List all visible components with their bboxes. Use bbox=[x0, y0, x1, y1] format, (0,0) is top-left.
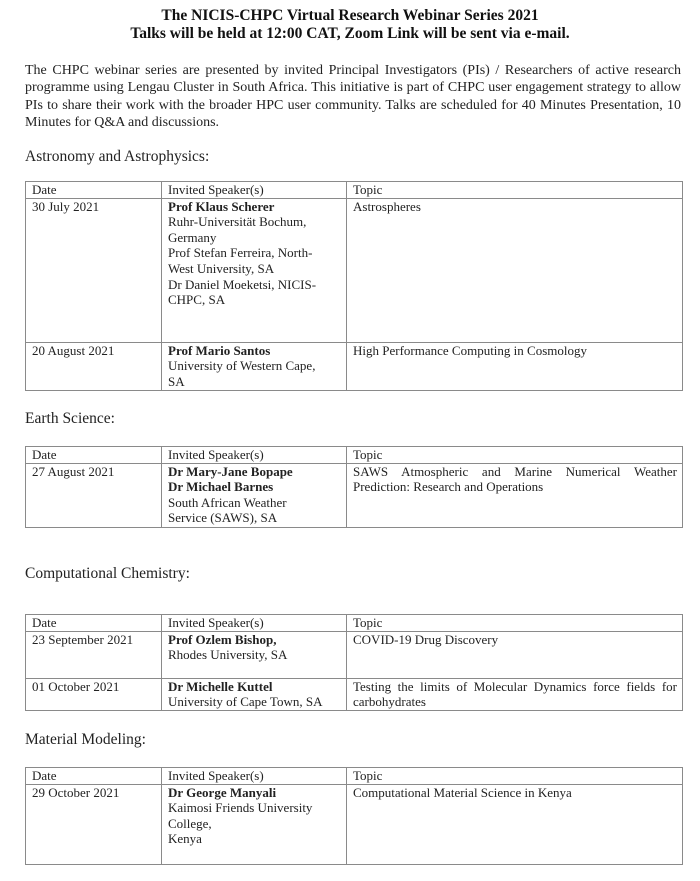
column-header-speakers: Invited Speaker(s) bbox=[162, 768, 347, 785]
speaker-name: Prof Mario Santos bbox=[168, 342, 271, 358]
speaker-affiliation: Service (SAWS), SA bbox=[168, 510, 278, 526]
speaker-name: Prof Klaus Scherer bbox=[168, 198, 275, 214]
speaker-affiliation: Kenya bbox=[168, 831, 202, 847]
speaker-cell bbox=[162, 342, 347, 390]
speaker-name: Dr Michelle Kuttel bbox=[168, 678, 273, 694]
table-row bbox=[26, 678, 683, 710]
topic-cell: Astrospheres bbox=[347, 198, 683, 342]
date-cell: 30 July 2021 bbox=[26, 198, 162, 342]
column-header-speakers: Invited Speaker(s) bbox=[162, 447, 347, 464]
speaker-affiliation: Rhodes University, SA bbox=[168, 647, 288, 663]
speaker-name: Prof Ozlem Bishop, bbox=[168, 631, 277, 647]
document-subtitle: Talks will be held at 12:00 CAT, Zoom Link will be sent via e-mail. bbox=[130, 25, 570, 42]
column-header-date: Date bbox=[26, 615, 162, 632]
section-heading-computational-chemistry: Computational Chemistry: bbox=[25, 565, 190, 582]
topic-cell: COVID-19 Drug Discovery bbox=[347, 631, 683, 678]
speaker-affiliation: South African Weather bbox=[168, 494, 287, 510]
speaker-affiliation: Prof Stefan Ferreira, North- bbox=[168, 245, 313, 261]
table-header-row bbox=[26, 182, 683, 199]
speaker-cell bbox=[162, 463, 347, 527]
table-row bbox=[26, 463, 683, 527]
schedule-table-material-modeling bbox=[25, 767, 683, 865]
speaker-cell bbox=[162, 198, 347, 342]
section-heading-material-modeling: Material Modeling: bbox=[25, 731, 146, 748]
speaker-affiliation: University of Cape Town, SA bbox=[168, 694, 323, 710]
speaker-affiliation: Ruhr-Universität Bochum, bbox=[168, 214, 307, 230]
intro-paragraph: The CHPC webinar series are presented by invited Principal Investigators (PIs) / Researchers of active research programme using Lengau Cluster in South Africa. This initiative is part of CHPC user engagement strategy to allow PIs to share their work with the broader HPC user community. Talks are scheduled for 40 Minutes Presentation, 10 Minutes for Q&A and discussions. bbox=[25, 63, 681, 131]
column-header-date: Date bbox=[26, 182, 162, 199]
speaker-affiliation: University of Western Cape, bbox=[168, 358, 316, 374]
date-cell: 29 October 2021 bbox=[26, 784, 162, 864]
table-row bbox=[26, 198, 683, 342]
topic-cell: High Performance Computing in Cosmology bbox=[347, 342, 683, 390]
speaker-affiliation: Germany bbox=[168, 229, 217, 245]
column-header-speakers: Invited Speaker(s) bbox=[162, 182, 347, 199]
schedule-table-astronomy bbox=[25, 181, 683, 391]
table-header-row bbox=[26, 615, 683, 632]
column-header-topic: Topic bbox=[347, 615, 683, 632]
topic-cell: Computational Material Science in Kenya bbox=[347, 784, 683, 864]
speaker-cell bbox=[162, 784, 347, 864]
speaker-cell bbox=[162, 631, 347, 678]
speaker-name: Dr Michael Barnes bbox=[168, 479, 274, 495]
speaker-affiliation: Kaimosi Friends University bbox=[168, 800, 313, 816]
table-header-row bbox=[26, 768, 683, 785]
table-header-row bbox=[26, 447, 683, 464]
column-header-topic: Topic bbox=[347, 768, 683, 785]
schedule-table-earth-science bbox=[25, 446, 683, 528]
document-title: The NICIS-CHPC Virtual Research Webinar Series 2021 bbox=[161, 7, 539, 24]
speaker-affiliation: College, bbox=[168, 815, 212, 831]
table-row bbox=[26, 784, 683, 864]
column-header-topic: Topic bbox=[347, 447, 683, 464]
date-cell: 20 August 2021 bbox=[26, 342, 162, 390]
speaker-cell bbox=[162, 678, 347, 710]
speaker-name: Dr Mary-Jane Bopape bbox=[168, 463, 293, 479]
speaker-affiliation: West University, SA bbox=[168, 260, 275, 276]
topic-cell: SAWS Atmospheric and Marine Numerical Weather Prediction: Research and Operations bbox=[347, 463, 683, 527]
column-header-date: Date bbox=[26, 768, 162, 785]
date-cell: 01 October 2021 bbox=[26, 678, 162, 710]
date-cell: 27 August 2021 bbox=[26, 463, 162, 527]
speaker-affiliation: CHPC, SA bbox=[168, 292, 226, 308]
table-row bbox=[26, 342, 683, 390]
section-heading-earth-science: Earth Science: bbox=[25, 410, 115, 427]
schedule-table-computational-chemistry bbox=[25, 614, 683, 711]
speaker-name: Dr George Manyali bbox=[168, 784, 277, 800]
column-header-topic: Topic bbox=[347, 182, 683, 199]
table-row bbox=[26, 631, 683, 678]
speaker-affiliation: SA bbox=[168, 373, 185, 389]
column-header-speakers: Invited Speaker(s) bbox=[162, 615, 347, 632]
topic-cell: Testing the limits of Molecular Dynamics force fields for carbohydrates bbox=[347, 678, 683, 710]
date-cell: 23 September 2021 bbox=[26, 631, 162, 678]
column-header-date: Date bbox=[26, 447, 162, 464]
section-heading-astronomy: Astronomy and Astrophysics: bbox=[25, 148, 210, 165]
speaker-affiliation: Dr Daniel Moeketsi, NICIS- bbox=[168, 276, 317, 292]
